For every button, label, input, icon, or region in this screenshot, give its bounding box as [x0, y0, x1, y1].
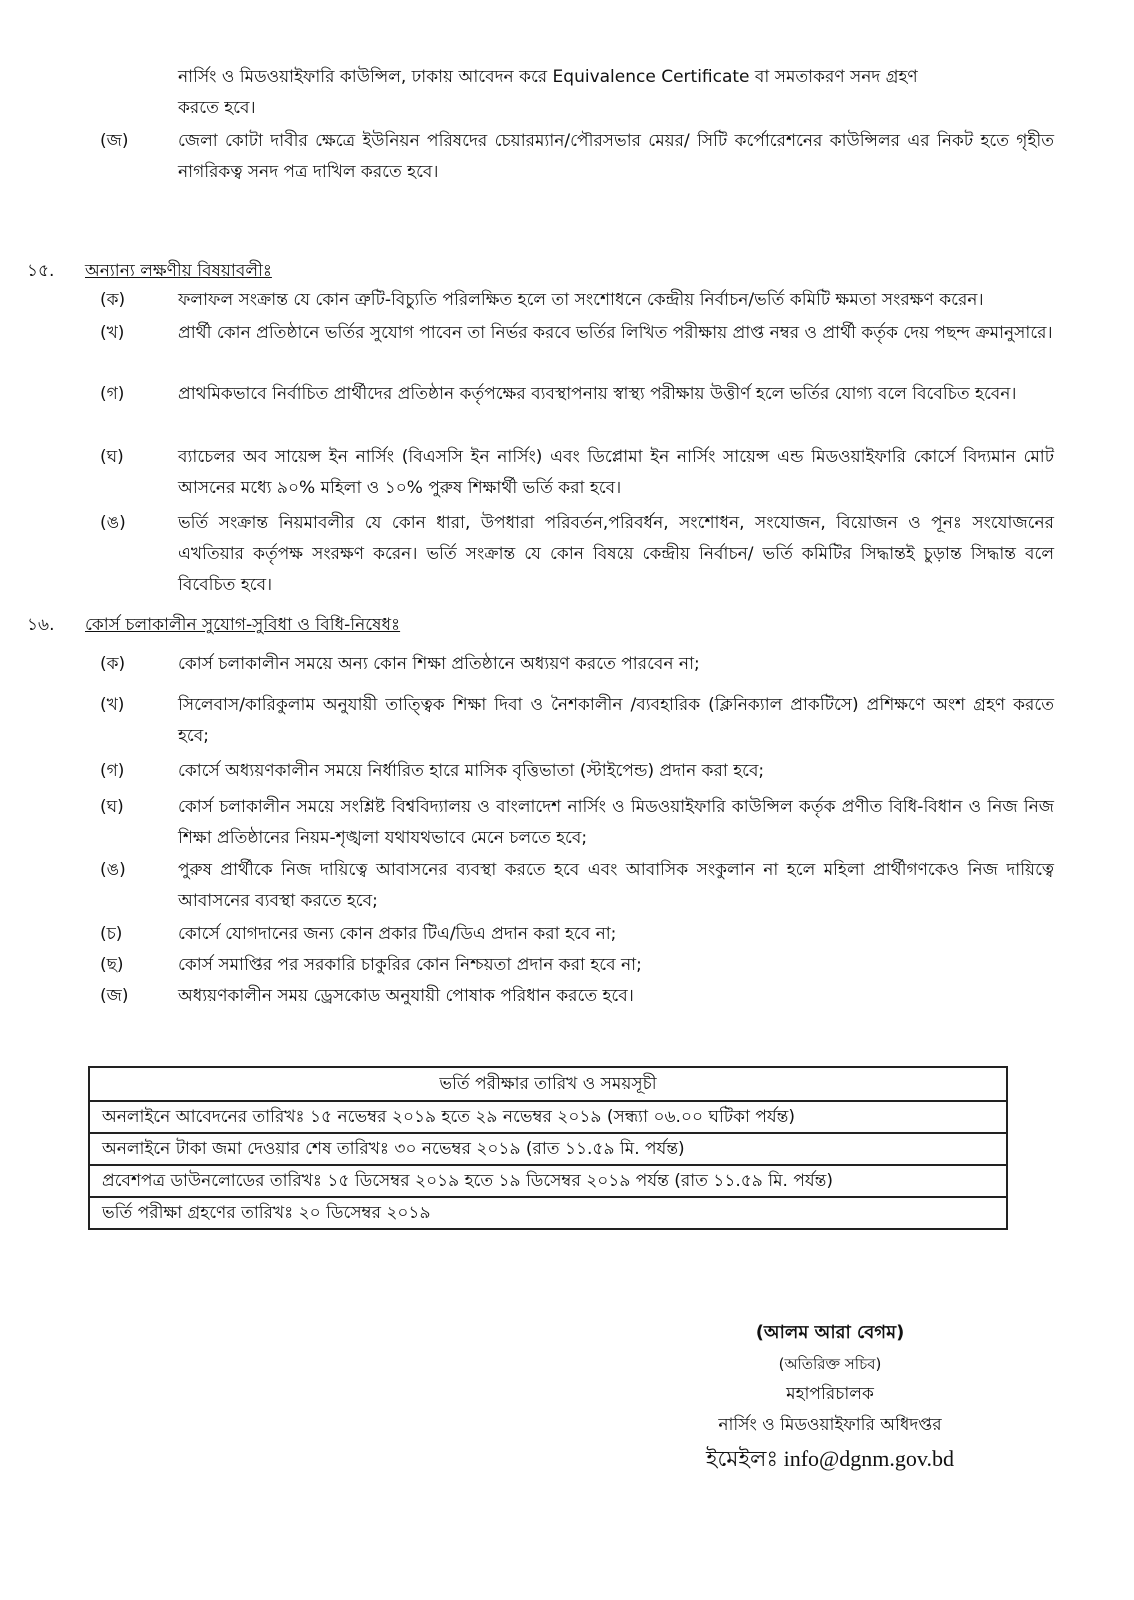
s15-item-marker: (ঙ) — [100, 513, 126, 533]
s15-item-text: ভর্তি সংক্রান্ত নিয়মাবলীর যে কোন ধারা, উপধারা পরিবর্তন,পরিবর্ধন, সংশোধন, সংযোজন, বিয়োজন ও পূনঃ সংযোজনের এখতিয়ার কর্তৃপক্ষ সংরক্ষণ করেন। ভর্তি সংক্রান্ত যে কোন বিষয়ে কেন্দ্রীয় নির্বাচন/ ভর্তি কমিটির সিদ্ধান্তই চুড়ান্ত সিদ্ধান্ত বলে বিবেচিত হবে। — [178, 513, 1054, 595]
s15-item-text: প্রার্থী কোন প্রতিষ্ঠানে ভর্তির সুযোগ পাবেন তা নির্ভর করবে ভর্তির লিখিত পরীক্ষায় প্রাপ্ত নম্বর ও প্রার্থী কর্তৃক দেয় পছন্দ ক্রমানুসারে। — [178, 323, 1053, 343]
section-15-title: অন্যান্য লক্ষণীয় বিষয়াবলীঃ — [85, 261, 272, 281]
schedule-row: প্রবেশপত্র ডাউনলোডের তারিখঃ ১৫ ডিসেম্বর ২০১৯ হতে ১৯ ডিসেম্বর ২০১৯ পর্যন্ত (রাত ১১.৫৯ মি. পর্যন্ত) — [90, 1164, 1006, 1196]
s15-item-marker: (খ) — [100, 323, 125, 343]
s16-item-text: কোর্স চলাকালীন সময়ে সংশ্লিষ্ট বিশ্ববিদ্যালয় ও বাংলাদেশ নার্সিং ও মিডওয়াইফারি কাউন্সিল কর্তৃক প্রণীত বিধি-বিধান ও নিজ নিজ শিক্ষা প্রতিষ্ঠানের নিয়ম-শৃঙ্খলা যথাযথভাবে মেনে চলতে হবে; — [178, 797, 1054, 848]
s16-item-marker: (ছ) — [100, 955, 124, 975]
continuation-line-2: করতে হবে। — [178, 98, 256, 118]
item-marker: (জ) — [100, 131, 129, 151]
section-15-number: ১৫. — [27, 261, 55, 281]
s16-item-text: কোর্স চলাকালীন সময়ে অন্য কোন শিক্ষা প্রতিষ্ঠানে অধ্যয়ণ করতে পারবেন না; — [178, 654, 700, 674]
signatory-role: মহাপরিচালক — [786, 1384, 874, 1404]
schedule-row: অনলাইনে আবেদনের তারিখঃ ১৫ নভেম্বর ২০১৯ হতে ২৯ নভেম্বর ২০১৯ (সন্ধ্যা ০৬.০০ ঘটিকা পর্যন্ত) — [90, 1100, 1006, 1132]
signatory-name: (আলম আরা বেগম) — [755, 1322, 905, 1343]
s15-item-marker: (ক) — [100, 290, 126, 310]
s16-item-text: সিলেবাস/কারিকুলাম অনুযায়ী তাত্ত্বিক শিক্ষা দিবা ও নৈশকালীন /ব্যবহারিক (ক্লিনিক্যাল প্রাকটিসে) প্রশিক্ষণে অংশ গ্রহণ করতে হবে; — [178, 695, 1054, 746]
s16-item-marker: (গ) — [100, 761, 125, 781]
signatory-office: নার্সিং ও মিডওয়াইফারি অধিদপ্তর — [718, 1415, 942, 1435]
signatory-email: ইমেইলঃ info@dgnm.gov.bd — [706, 1446, 954, 1471]
schedule-row: অনলাইনে টাকা জমা দেওয়ার শেষ তারিখঃ ৩০ নভেম্বর ২০১৯ (রাত ১১.৫৯ মি. পর্যন্ত) — [90, 1132, 1006, 1164]
s15-item-text: প্রাথমিকভাবে নির্বাচিত প্রার্থীদের প্রতিষ্ঠান কর্তৃপক্ষের ব্যবস্থাপনায় স্বাস্থ্য পরীক্ষায় উত্তীর্ণ হলে ভর্তির যোগ্য বলে বিবেচিত হবেন। — [178, 384, 1017, 404]
section-16-title: কোর্স চলাকালীন সুযোগ-সুবিধা ও বিধি-নিষেধঃ — [85, 615, 401, 635]
s15-item-marker: (গ) — [100, 384, 125, 404]
s16-item-marker: (ঙ) — [100, 860, 126, 880]
s15-item-text: ফলাফল সংক্রান্ত যে কোন ত্রুটি-বিচ্যুতি পরিলক্ষিত হলে তা সংশোধনে কেন্দ্রীয় নির্বাচন/ভর্তি কমিটি ক্ষমতা সংরক্ষণ করেন। — [178, 290, 984, 310]
continuation-line-1: নার্সিং ও মিডওয়াইফারি কাউন্সিল, ঢাকায় আবেদন করে Equivalence Certificate বা সমতাকরণ সনদ গ্রহণ — [178, 67, 918, 87]
s16-item-marker: (জ) — [100, 986, 129, 1006]
item-text: জেলা কোটা দাবীর ক্ষেত্রে ইউনিয়ন পরিষদের চেয়ারম্যান/পৌরসভার মেয়র/ সিটি কর্পোরেশনের কাউন্সিলর এর নিকট হতে গৃহীত নাগরিকত্ব সনদ পত্র দাখিল করতে হবে। — [178, 131, 1054, 182]
section-16-heading — [27, 612, 400, 640]
s16-item-text: কোর্সে যোগদানের জন্য কোন প্রকার টিএ/ডিএ প্রদান করা হবে না; — [178, 924, 617, 944]
exam-schedule-table — [88, 1066, 1008, 1230]
continuation-text — [178, 62, 1054, 124]
schedule-row: ভর্তি পরীক্ষা গ্রহণের তারিখঃ ২০ ডিসেম্বর ২০১৯ — [90, 1196, 1006, 1228]
s16-item-text: কোর্সে অধ্যয়ণকালীন সময়ে নির্ধারিত হারে মাসিক বৃত্তিভাতা (স্টাইপেন্ড) প্রদান করা হবে; — [178, 761, 765, 781]
section-16-number: ১৬. — [27, 615, 55, 635]
s15-item-text: ব্যাচেলর অব সায়েন্স ইন নার্সিং (বিএসসি ইন নার্সিং) এবং ডিপ্লোমা ইন নার্সিং সায়েন্স এন্ড মিডওয়াইফারি কোর্সে বিদ্যমান মোট আসনের মধ্যে ৯০% মহিলা ও ১০% পুরুষ শিক্ষার্থী ভর্তি করা হবে। — [178, 447, 1054, 498]
s15-item-marker: (ঘ) — [100, 447, 124, 467]
schedule-title: ভর্তি পরীক্ষার তারিখ ও সময়সূচী — [439, 1074, 657, 1094]
s16-item-marker: (খ) — [100, 695, 125, 715]
s16-item-marker: (ক) — [100, 654, 126, 674]
s16-item-text: অধ্যয়ণকালীন সময় ড্রেসকোড অনুযায়ী পোষাক পরিধান করতে হবে। — [178, 986, 634, 1006]
signatory-designation: (অতিরিক্ত সচিব) — [778, 1355, 882, 1373]
s16-item-text: পুরুষ প্রার্থীকে নিজ দায়িত্বে আবাসনের ব্যবস্থা করতে হবে এবং আবাসিক সংকুলান না হলে মহিলা প্রার্থীগণকেও নিজ দায়িত্বে আবাসনের ব্যবস্থা করতে হবে; — [178, 860, 1054, 911]
section-15-heading — [27, 258, 272, 286]
s16-item-text: কোর্স সমাপ্তির পর সরকারি চাকুরির কোন নিশ্চয়তা প্রদান করা হবে না; — [178, 955, 642, 975]
s16-item-marker: (চ) — [100, 924, 123, 944]
s16-item-marker: (ঘ) — [100, 797, 124, 817]
